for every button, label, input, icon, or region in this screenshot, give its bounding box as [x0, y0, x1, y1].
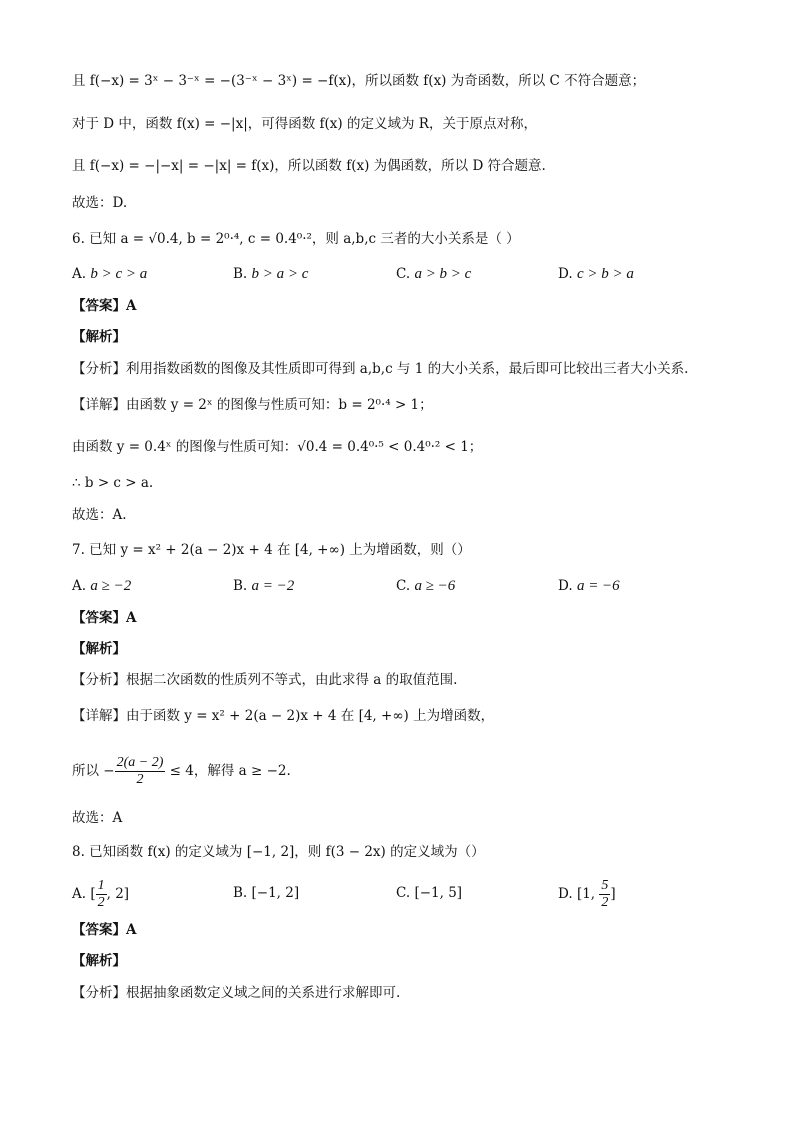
q6-option-a: A. b > c > a [72, 266, 148, 282]
q8-analysis-heading: 【解析】 [72, 953, 126, 969]
q6-option-b: B. b > a > c [233, 266, 309, 282]
q8-analysis: 【分析】根据抽象函数定义域之间的关系进行求解即可. [72, 985, 401, 1001]
q6-analysis-heading: 【解析】 [72, 329, 126, 345]
q6-detail: 【详解】由函数 y = 2ˣ 的图像与性质可知：b = 2⁰·⁴ > 1； [72, 397, 433, 413]
q7-answer: 【答案】A [72, 610, 137, 626]
fraction: $\frac{2(a - 2)}{2}$ [116, 755, 164, 787]
question-6-stem: 6. 已知 a = √0.4, b = 2⁰·⁴, c = 0.4⁰·²，则 a,b,c 三者的大小关系是（ ） [72, 231, 520, 247]
q7-option-d: D. a = −6 [558, 578, 620, 594]
q7-option-a: A. a ≥ −2 [72, 578, 132, 594]
question-7-stem: 7. 已知 y = x² + 2(a − 2)x + 4 在 [4, +∞) 上为增函数，则（） [72, 542, 471, 558]
q8-option-c: C. [−1, 5] [396, 885, 463, 901]
q7-analysis-heading: 【解析】 [72, 641, 126, 657]
choice-conclusion: 故选：D. [72, 195, 128, 211]
choice-conclusion: 故选：A. [72, 507, 127, 523]
q6-detail: 由函数 y = 0.4ˣ 的图像与性质可知：√0.4 = 0.4⁰·⁵ < 0.4⁰·² < 1； [72, 439, 483, 455]
solution-line: 且 f(−x) = 3ˣ − 3⁻ˣ = −(3⁻ˣ − 3ˣ) = −f(x)，所以函数 f(x) 为奇函数，所以 C 不符合题意； [72, 73, 646, 89]
q7-option-c: C. a ≥ −6 [396, 578, 456, 594]
q8-answer: 【答案】A [72, 922, 137, 938]
question-8-stem: 8. 已知函数 f(x) 的定义域为 [−1, 2]，则 f(3 − 2x) 的定义域为（） [72, 844, 485, 860]
q6-detail: ∴ b > c > a. [72, 475, 154, 491]
q6-answer: 【答案】A [72, 298, 137, 314]
solution-line: 对于 D 中，函数 f(x) = −|x|，可得函数 f(x) 的定义域为 R，关于原点对称， [72, 116, 537, 132]
fraction: $\frac{1}{2}$ [97, 878, 105, 910]
q8-option-d: D. [1, $\frac{5}{2}$ ] [558, 878, 616, 910]
q7-detail: 【详解】由于函数 y = x² + 2(a − 2)x + 4 在 [4, +∞) 上为增函数， [72, 708, 495, 724]
fraction: $\frac{5}{2}$ [601, 878, 609, 910]
q6-analysis: 【分析】利用指数函数的图像及其性质即可得到 a,b,c 与 1 的大小关系，最后即可比较出三者大小关系. [72, 361, 689, 377]
q7-solution-inequality: 所以 − $\frac{2(a - 2)}{2}$ ≤ 4，解得 a ≥ −2. [72, 755, 291, 787]
q7-analysis: 【分析】根据二次函数的性质列不等式，由此求得 a 的取值范围. [72, 672, 458, 688]
q8-option-a: A. [ $\frac{1}{2}$ , 2] [72, 878, 130, 910]
q6-option-d: D. c > b > a [558, 266, 634, 282]
choice-conclusion: 故选：A [72, 810, 123, 826]
q6-option-c: C. a > b > c [396, 266, 472, 282]
solution-line: 且 f(−x) = −|−x| = −|x| = f(x)，所以函数 f(x) 为偶函数，所以 D 符合题意. [72, 158, 546, 174]
q7-option-b: B. a = −2 [233, 578, 295, 594]
q8-option-b: B. [−1, 2] [233, 885, 300, 901]
